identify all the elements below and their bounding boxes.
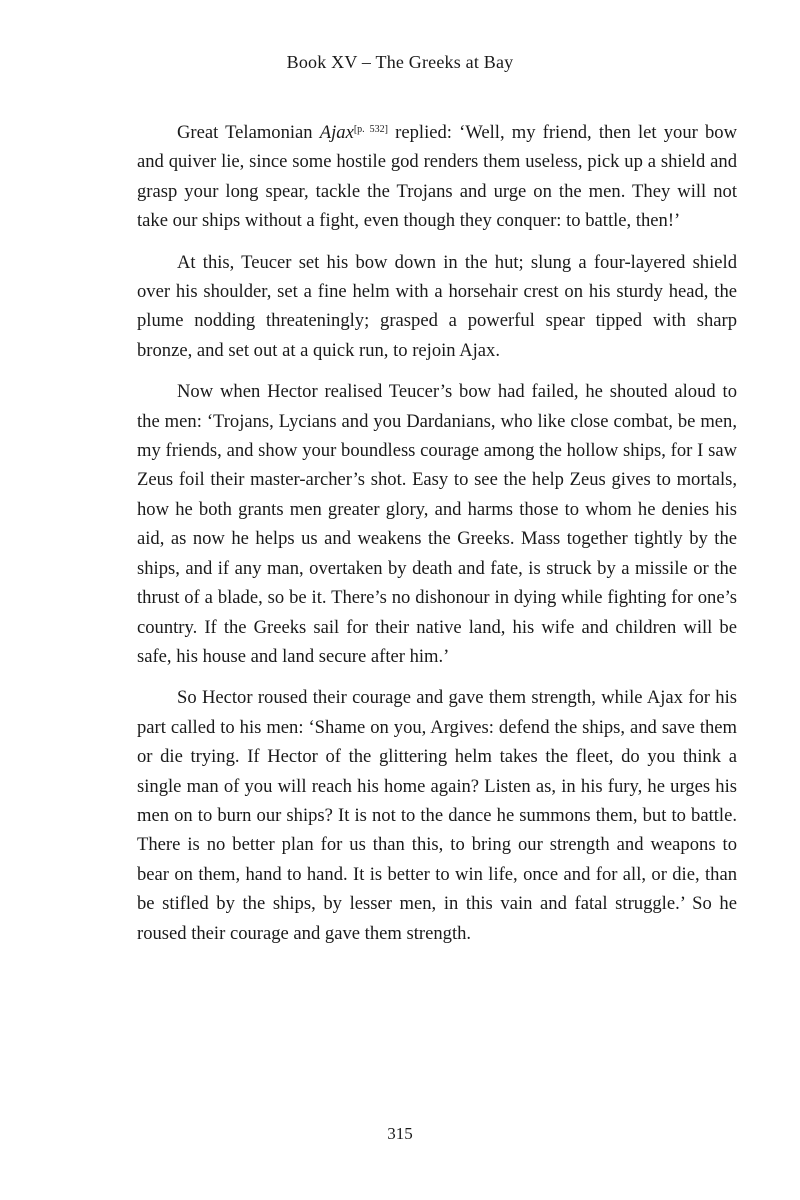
paragraph-2: At this, Teucer set his bow down in the hut; slung a four-layered shield over his shoulder, set a fine helm with a horsehair crest on his sturdy head, the plume nodding threateningly; grasped a powerful spear tipped with sharp bronze, and set out at a quick run, to rejoin Ajax. (137, 251, 737, 361)
paragraph-3: Now when Hector realised Teucer’s bow had failed, he shouted aloud to the men: ‘Trojans, Lycians and you Dardanians, who like close combat, be men, my friends, and show your boundless courage among the hollow ships, for I saw Zeus foil their master-archer’s shot. Easy to see the help Zeus gives to mortals, how he both grants men greater glory, and harms those to whom he denies his aid, as now he helps us and weakens the Greeks. Mass together tightly by the ships, and if any man, overtaken by death and fate, is struck by a missile or the thrust of a blade, so be it. There’s no dishonour in dying while fighting for one’s country. If the Greeks sail for their native land, his wife and children will be safe, his house and land secure after him.’ (137, 381, 737, 667)
paragraph-1-lead: Great Telamonian (177, 122, 320, 143)
paragraph-1 (137, 118, 737, 236)
paragraph-1-rest: replied: ‘Well, my friend, then let your bow and quiver lie, since some hostile god renders them useless, pick up a shield and grasp your long spear, tackle the Trojans and urge on the men. They will not take our ships without a fight, even though they conquer: to battle, then!’ (137, 122, 737, 232)
paragraph-4: So Hector roused their courage and gave them strength, while Ajax for his part called to his men: ‘Shame on you, Argives: defend the ships, and save them or die trying. If Hector of the glittering helm takes the fleet, do you think a single man of you will reach his home again? Listen as, in his fury, he urges his men on to burn our ships? It is not to the dance he summons them, but to battle. There is no better plan for us than this, to bring our strength and weapons to bear on them, hand to hand. It is better to win life, once and for all, or die, than be stifled by the ships, by lesser men, in this vain and fatal struggle.’ So he roused their courage and gave them strength. (137, 687, 737, 944)
page-number: 315 (387, 1124, 413, 1143)
name-ajax: Ajax (319, 122, 354, 143)
body-text (137, 118, 737, 960)
page-reference: [p. 532] (353, 124, 389, 135)
running-head: Book XV – The Greeks at Bay (286, 52, 514, 72)
